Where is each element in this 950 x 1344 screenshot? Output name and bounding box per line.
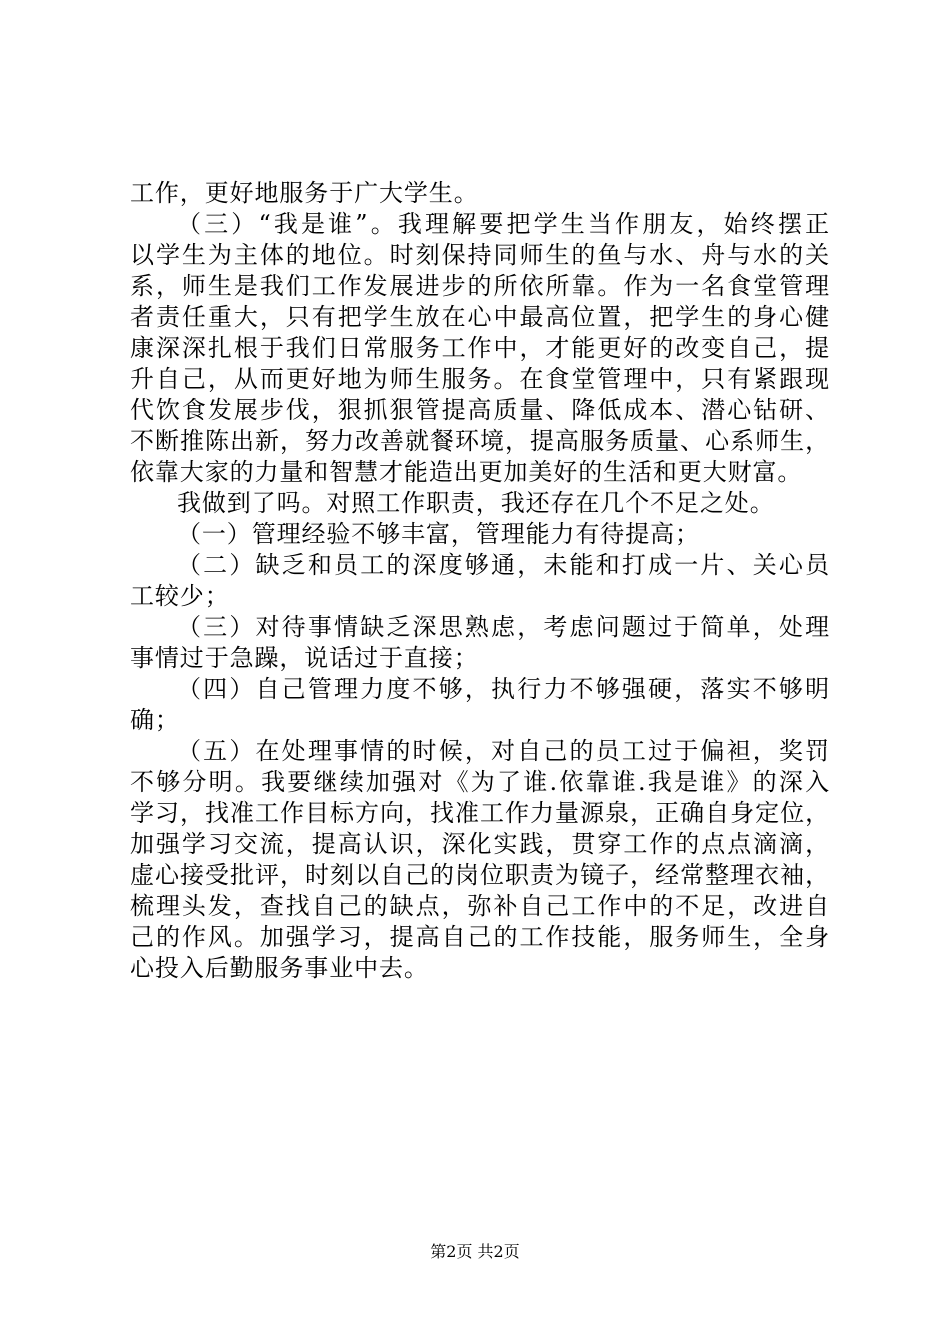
list-item-line: 工较少； — [130, 582, 230, 610]
list-item-line: （四）自己管理力度不够，执行力不够强硬，落实不够明 — [177, 675, 830, 703]
paragraph-line: 己的作风。加强学习，提高自己的工作技能，服务师生，全身 — [130, 923, 830, 951]
paragraph-line: 虚心接受批评，时刻以自己的岗位职责为镜子，经常整理衣袖， — [130, 861, 830, 889]
paragraph-line: 不断推陈出新，努力改善就餐环境，提高服务质量、心系师生， — [130, 427, 830, 455]
paragraph-line: 代饮食发展步伐，狠抓狠管提高质量、降低成本、潜心钻研、 — [130, 396, 830, 424]
paragraph-line: 不够分明。我要继续加强对《为了谁.依靠谁.我是谁》的深入 — [130, 768, 830, 796]
paragraph-line: 心投入后勤服务事业中去。 — [130, 954, 429, 982]
paragraph-line: 加强学习交流，提高认识，深化实践，贯穿工作的点点滴滴， — [130, 830, 830, 858]
list-item-line: （二）缺乏和员工的深度够通，未能和打成一片、关心员 — [177, 551, 830, 579]
paragraph-line: （三）“我是谁”。我理解要把学生当作朋友，始终摆正 — [177, 210, 830, 238]
list-item-line: 事情过于急躁，说话过于直接； — [130, 644, 479, 672]
paragraph-line: 学习，找准工作目标方向，找准工作力量源泉，正确自身定位， — [130, 799, 830, 827]
paragraph-line: 梳理头发，查找自己的缺点，弥补自己工作中的不足，改进自 — [130, 892, 830, 920]
list-item-line: 确； — [130, 706, 180, 734]
paragraph-line: 康深深扎根于我们日常服务工作中，才能更好的改变自己，提 — [130, 334, 830, 362]
paragraph-line: 以学生为主体的地位。时刻保持同师生的鱼与水、舟与水的关 — [130, 241, 830, 269]
paragraph-line: 工作，更好地服务于广大学生。 — [130, 179, 479, 207]
paragraph-line: 我做到了吗。对照工作职责，我还存在几个不足之处。 — [177, 489, 775, 517]
list-item-line: （三）对待事情缺乏深思熟虑，考虑问题过于简单，处理 — [177, 613, 830, 641]
paragraph-line: 升自己，从而更好地为师生服务。在食堂管理中，只有紧跟现 — [130, 365, 830, 393]
list-item-line: （一）管理经验不够丰富，管理能力有待提高； — [177, 520, 700, 548]
list-item-line: （五）在处理事情的时候，对自己的员工过于偏袒，奖罚 — [177, 737, 830, 765]
page-number-footer: 第2页 共2页 — [430, 1242, 520, 1261]
paragraph-line: 依靠大家的力量和智慧才能造出更加美好的生活和更大财富。 — [130, 458, 803, 486]
paragraph-line: 系，师生是我们工作发展进步的所依所靠。作为一名食堂管理 — [130, 272, 830, 300]
paragraph-line: 者责任重大，只有把学生放在心中最高位置，把学生的身心健 — [130, 303, 830, 331]
